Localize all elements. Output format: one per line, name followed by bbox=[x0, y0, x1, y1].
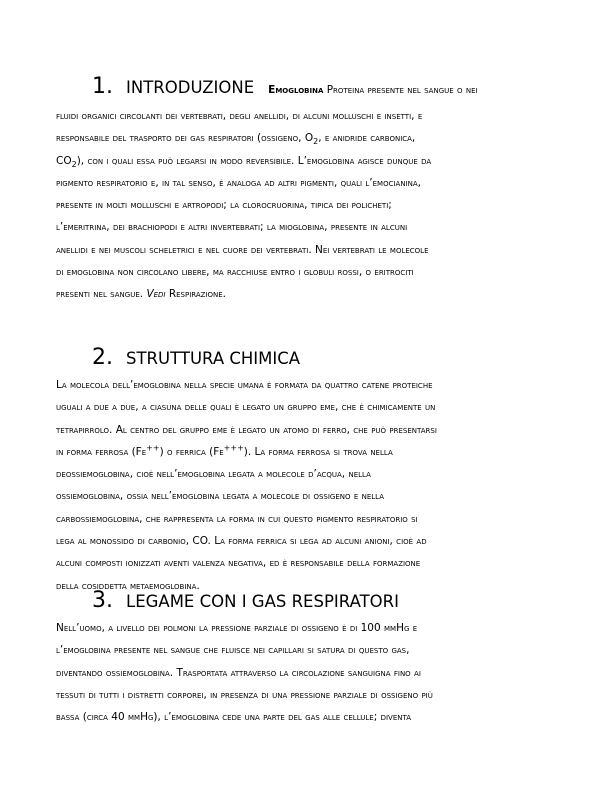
text-line: La molecola dell’emoglobina nella specie umana è formata da quattro catene proteiche bbox=[56, 379, 433, 391]
section-legame-gas bbox=[56, 590, 554, 728]
text-line: anellidi e nei muscoli scheletrici e nel cuore dei vertebrati. Nei vertebrati le molecole bbox=[56, 243, 429, 256]
section-body bbox=[56, 105, 554, 306]
lead-text bbox=[268, 79, 477, 101]
text-line: di emoglobina non circolano libere, ma racchiuse entro i globuli rossi, o eritrociti bbox=[56, 266, 414, 279]
text-line: responsabile del trasporto dei gas respiratori (ossigeno, $O_2$, e anidride carbonica, bbox=[56, 132, 416, 147]
text-line: della cosiddetta metaemoglobina. bbox=[56, 579, 200, 592]
section-struttura-chimica bbox=[56, 347, 554, 597]
text-line: carbossiemoglobina, che rappresenta la forma in cui questo pigmento respiratorio si bbox=[56, 512, 418, 525]
section-heading bbox=[92, 347, 554, 370]
section-heading bbox=[92, 76, 554, 101]
section-number: 3. bbox=[92, 588, 113, 613]
section-body bbox=[56, 617, 554, 728]
section-heading bbox=[92, 590, 554, 613]
see-also-link: Respirazione. bbox=[165, 288, 227, 301]
section-number: 2. bbox=[92, 345, 113, 370]
text-line: $CO_2$), con i quali essa può legarsi in modo reversibile. L’emoglobina agisce dunque da bbox=[56, 154, 432, 169]
text-line: bassa (circa 40 mmHg), l’emoglobina cede una parte del gas alle cellule; diventa bbox=[56, 711, 412, 724]
text-line: pigmento respiratorio e, in tal senso, è analoga ad altri pigmenti, quali l’emocianina, bbox=[56, 176, 421, 189]
section-title: STRUTTURA CHIMICA bbox=[126, 349, 301, 368]
text-line: alcuni composti ionizzati aventi valenza negativa, ed è responsabile della formazione bbox=[56, 557, 421, 570]
text-line: l’emoglobina presente nel sangue che fluisce nei capillari si satura di questo gas, bbox=[56, 644, 410, 657]
text-line: diventando ossiemoglobina. Trasportata attraverso la circolazione sanguigna fino ai bbox=[56, 666, 421, 679]
section-title: INTRODUZIONE bbox=[126, 78, 255, 97]
text-line: Nell’uomo, a livello dei polmoni la pressione parziale di ossigeno è di 100 mmHg e bbox=[56, 622, 418, 634]
text-line: fluidi organici circolanti dei vertebrati, degli anellidi, di alcuni molluschi e insetti, e bbox=[56, 110, 423, 122]
lead-term: Emoglobina bbox=[268, 84, 324, 96]
text-line: ossiemoglobina, ossia nell’emoglobina legata a molecole di ossigeno e nella bbox=[56, 490, 385, 503]
lead-definition: Proteina presente nel sangue o nei bbox=[323, 84, 478, 96]
text-line: uguali a due a due, a ciasuna delle quali è legato un gruppo eme, che è chimicamente un bbox=[56, 401, 436, 414]
text-line: deossiemoglobina, cioè nell’emoglobina legata a molecole d’acqua, nella bbox=[56, 468, 371, 481]
section-number: 1. bbox=[92, 74, 113, 99]
section-title: LEGAME CON I GAS RESPIRATORI bbox=[126, 592, 399, 611]
text-line: l’emeritrina, dei brachiopodi e altri invertebrati; la mioglobina, presente in alcuni bbox=[56, 221, 408, 234]
text-line: presente in molti molluschi e artropodi; la clorocruorina, tipica dei policheti; bbox=[56, 199, 392, 212]
text-line: lega al monossido di carbonio, CO. La forma ferrica si lega ad alcuni anioni, cioè ad bbox=[56, 535, 427, 548]
section-body bbox=[56, 374, 554, 597]
text-line: presenti nel sangue. Vedi Respirazione. bbox=[56, 288, 227, 301]
text-line: in forma ferrosa (Fe++) o ferrica (Fe+++). La forma ferrosa si trova nella bbox=[56, 443, 393, 458]
section-introduzione bbox=[56, 76, 554, 306]
see-also-label: Vedi bbox=[146, 288, 166, 301]
text-line: tetrapirrolo. Al centro del gruppo eme è legato un atomo di ferro, che può presentarsi bbox=[56, 423, 437, 436]
text-line: tessuti di tutti i distretti corporei, in presenza di una pressione parziale di ossigeno più bbox=[56, 688, 433, 701]
